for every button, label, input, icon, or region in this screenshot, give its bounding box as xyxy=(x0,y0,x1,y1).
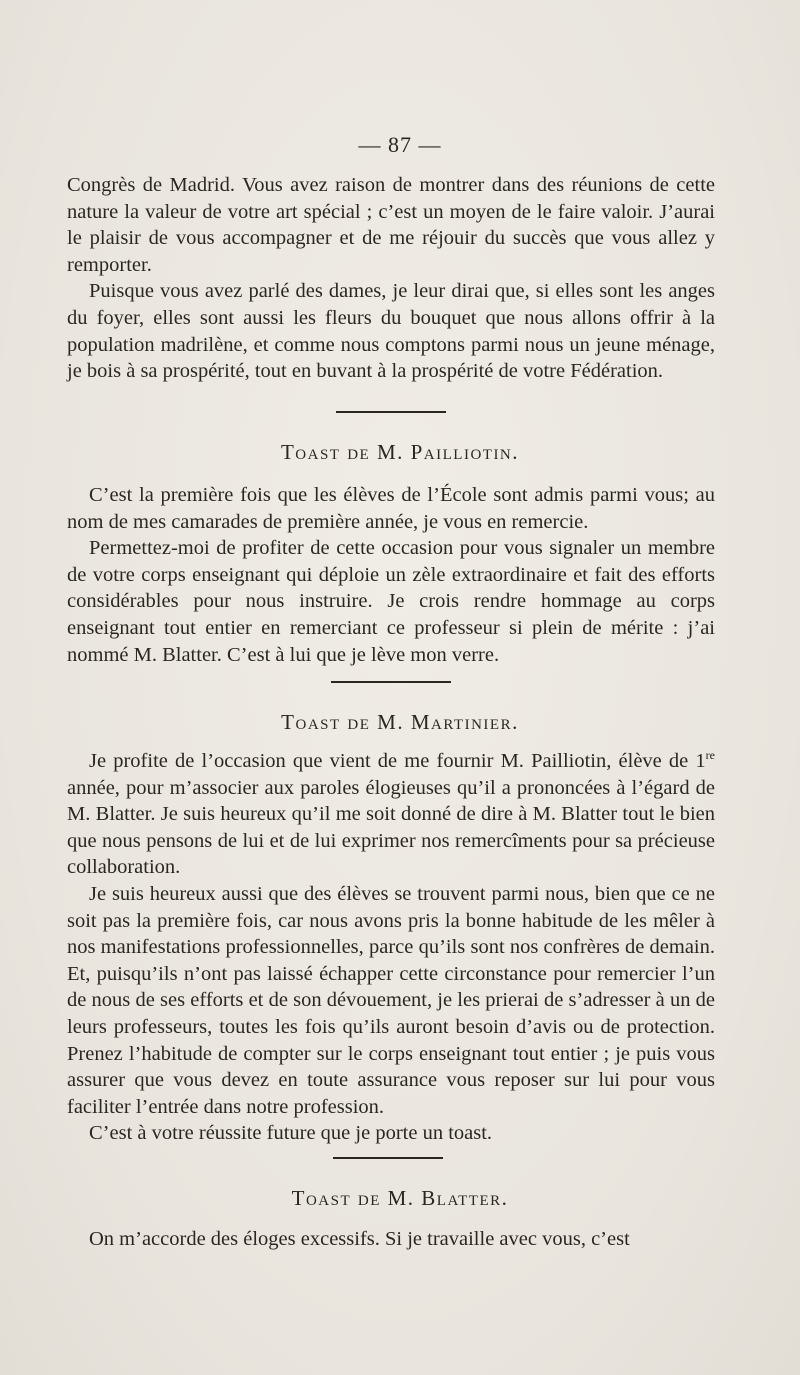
section-heading: Toast de M. Pailliotin. xyxy=(280,440,520,464)
section-divider xyxy=(331,681,451,683)
paragraph: Puisque vous avez parlé des dames, je leur dirai que, si elles sont les anges du foyer, elles sont aussi les fleurs du bouquet que nous allons offrir à la population madrilène, et comme nous comptons parmi nous un jeune ménage, je bois à sa prospérité, tout en buvant à la prospérité de votre Fédération. xyxy=(67,280,715,383)
paragraph: Je suis heureux aussi que des élèves se trouvent parmi nous, bien que ce ne soit pas la première fois, car nous avons pris la bonne habitude de les mêler à nos manifestations professionnelles, parce qu’ils sont nos confrères de demain. Et, puisqu’ils n’ont pas laissé échapper cette circonstance pour remercier l’un de nous de ses efforts et de son dévouement, je les prierai de s’adresser à un de leurs professeurs, toutes les fois qu’ils auront besoin d’avis ou de protection. Prenez l’habitude de compter sur le corps enseignant tout entier ; je puis vous assurer que vous devez en toute assurance vous reposer sur lui pour vous faciliter l’entrée dans notre profession. xyxy=(67,882,715,1118)
section-heading: Toast de M. Martinier. xyxy=(281,710,519,734)
page-number: — 87 — xyxy=(358,132,442,157)
section-divider xyxy=(336,411,446,413)
ordinal-suffix: re xyxy=(705,748,715,763)
paragraph xyxy=(67,748,715,881)
section-pailliotin xyxy=(67,482,715,668)
paragraph: Congrès de Madrid. Vous avez raison de montrer dans des réunions de cette nature la valeur de votre art spécial ; c’est un moyen de le faire valoir. J’aurai le plaisir de vous accompagner et de me réjouir du succès que vous allez y remporter. xyxy=(67,174,715,276)
paragraph: C’est à votre réussite future que je porte un toast. xyxy=(89,1122,493,1145)
paragraph-text: Je profite de l’occasion que vient de me fournir M. Pailliotin, élève de 1 xyxy=(89,750,706,772)
section-blatter xyxy=(67,1226,715,1253)
section-heading: Toast de M. Blatter. xyxy=(291,1186,509,1210)
paragraph: Permettez-moi de profiter de cette occasion pour vous signaler un membre de votre corps enseignant qui déploie un zèle extraordinaire et fait des efforts considérables pour nous instruire. Je crois rendre hommage au corps enseignant tout entier en remerciant ce professeur si plein de mérite : j’ai nommé M. Blatter. C’est à lui que je lève mon verre. xyxy=(67,537,715,666)
section-divider xyxy=(333,1157,443,1159)
paragraph: C’est la première fois que les élèves de l’École sont admis parmi vous; au nom de mes camarades de première année, je vous en remercie. xyxy=(67,484,715,533)
paragraph: On m’accorde des éloges excessifs. Si je travaille avec vous, c’est xyxy=(89,1228,630,1250)
paragraph-text: année, pour m’associer aux paroles élogieuses qu’il a prononcées à l’égard de M. Blatter. Je suis heureux qu’il me soit donné de dire à M. Blatter tout le bien que nous pensons de lui et de lui exprimer nos remercîments pour sa précieuse collaboration. xyxy=(67,776,715,879)
section-martinier xyxy=(67,748,715,1147)
section-continuation xyxy=(67,172,715,385)
